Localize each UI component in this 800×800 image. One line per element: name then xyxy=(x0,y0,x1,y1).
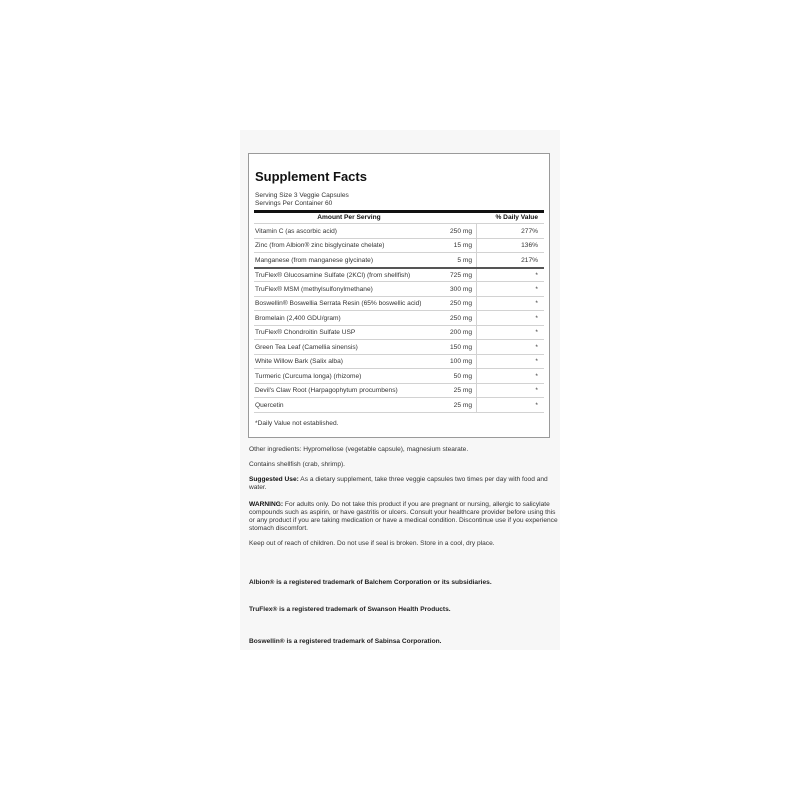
column-divider xyxy=(476,355,477,369)
column-divider xyxy=(476,282,477,296)
nutrient-name: Bromelain (2,400 GDU/gram) xyxy=(255,314,341,322)
nutrient-row xyxy=(254,325,544,340)
boswellin-trademark: Boswellin® is a registered trademark of Sabinsa Corporation. xyxy=(249,638,442,645)
nutrient-row xyxy=(254,267,544,282)
nutrient-row xyxy=(254,296,544,311)
storage-instructions: Keep out of reach of children. Do not use if seal is broken. Store in a cool, dry place. xyxy=(249,540,495,547)
nutrient-dv: * xyxy=(535,285,538,293)
warning xyxy=(249,501,559,533)
nutrient-row xyxy=(254,354,544,369)
nutrient-amount: 15 mg xyxy=(453,242,472,249)
column-divider xyxy=(476,326,477,340)
column-divider xyxy=(476,297,477,311)
nutrient-dv: * xyxy=(535,314,538,322)
supplement-facts-box xyxy=(248,153,550,438)
column-divider xyxy=(476,398,477,412)
nutrient-dv: * xyxy=(535,300,538,307)
serving-size: Serving Size 3 Veggie Capsules xyxy=(255,192,349,199)
nutrient-amount: 250 mg xyxy=(450,227,472,235)
nutrient-row xyxy=(254,281,544,296)
warning-label: WARNING: xyxy=(249,501,284,508)
suggested-use xyxy=(249,476,559,492)
nutrient-row xyxy=(254,383,544,398)
column-divider xyxy=(476,253,477,267)
nutrient-dv: * xyxy=(535,372,538,380)
nutrient-amount: 25 mg xyxy=(453,387,472,394)
column-divider xyxy=(476,340,477,354)
facts-header-row xyxy=(254,213,544,223)
nutrient-amount: 250 mg xyxy=(450,314,472,322)
nutrient-amount: 300 mg xyxy=(450,285,472,293)
nutrient-name: White Willow Bark (Salix alba) xyxy=(255,358,343,365)
table-bottom-rule xyxy=(254,412,544,413)
nutrient-amount: 150 mg xyxy=(450,343,472,351)
nutrient-name: TruFlex® Glucosamine Sulfate (2KCl) (from shellfish) xyxy=(255,272,411,279)
nutrient-name: Turmeric (Curcuma longa) (rhizome) xyxy=(255,372,362,380)
nutrient-amount: 100 mg xyxy=(450,358,472,365)
header-daily-value: % Daily Value xyxy=(495,214,538,221)
nutrient-row xyxy=(254,238,544,253)
column-divider xyxy=(476,224,477,238)
nutrient-name: Zinc (from Albion® zinc bisglycinate chelate) xyxy=(255,242,385,249)
nutrient-dv: 277% xyxy=(521,227,538,235)
nutrient-dv: * xyxy=(535,272,538,279)
nutrient-row xyxy=(254,397,544,412)
column-divider xyxy=(476,369,477,383)
truflex-trademark: TruFlex® is a registered trademark of Swanson Health Products. xyxy=(249,606,451,613)
other-ingredients: Other ingredients: Hypromellose (vegetable capsule), magnesium stearate. xyxy=(249,446,469,453)
servings-per-container: Servings Per Container 60 xyxy=(255,200,333,207)
nutrient-amount: 5 mg xyxy=(457,256,472,264)
nutrient-dv: 136% xyxy=(521,242,538,249)
nutrient-row xyxy=(254,310,544,325)
daily-value-footnote: *Daily Value not established. xyxy=(255,420,339,427)
nutrient-amount: 725 mg xyxy=(450,272,472,279)
nutrient-name: Quercetin xyxy=(255,401,284,409)
nutrient-dv: * xyxy=(535,358,538,365)
nutrient-row xyxy=(254,368,544,383)
nutrient-name: Devil's Claw Root (Harpagophytum procumbens) xyxy=(255,387,398,394)
nutrient-row xyxy=(254,252,544,267)
nutrient-amount: 200 mg xyxy=(450,329,472,336)
nutrient-dv: * xyxy=(535,343,538,351)
column-divider xyxy=(476,239,477,253)
nutrient-row xyxy=(254,339,544,354)
column-divider xyxy=(476,269,477,282)
column-divider xyxy=(476,384,477,398)
column-divider xyxy=(476,311,477,325)
nutrient-amount: 50 mg xyxy=(453,372,472,380)
header-amount: Amount Per Serving xyxy=(317,214,381,221)
suggested-use-text: As a dietary supplement, take three veggie capsules two times per day with food and water. xyxy=(249,476,548,491)
nutrient-dv: * xyxy=(535,387,538,394)
nutrient-name: Manganese (from manganese glycinate) xyxy=(255,256,374,264)
nutrient-dv: * xyxy=(535,401,538,409)
warning-text: For adults only. Do not take this product if you are pregnant or nursing, allergic to salicylate compounds such as aspirin, or have gastritis or ulcers. Consult your healthcare provider before using this or any product if you are taking medication or have a medical condition. Discontinue use if you experience stomach discomfort. xyxy=(249,501,558,532)
allergen-statement: Contains shellfish (crab, shrimp). xyxy=(249,461,346,468)
albion-trademark: Albion® is a registered trademark of Balchem Corporation or its subsidiaries. xyxy=(249,579,492,586)
nutrient-name: Boswellin® Boswellia Serrata Resin (65% boswellic acid) xyxy=(255,300,422,307)
nutrient-amount: 25 mg xyxy=(453,401,472,409)
nutrient-dv: * xyxy=(535,329,538,336)
suggested-use-label: Suggested Use: xyxy=(249,476,299,483)
nutrient-amount: 250 mg xyxy=(450,300,472,307)
nutrient-name: TruFlex® Chondroitin Sulfate USP xyxy=(255,329,356,336)
nutrient-name: Green Tea Leaf (Camellia sinensis) xyxy=(255,343,358,351)
facts-title: Supplement Facts xyxy=(255,169,367,184)
nutrient-dv: 217% xyxy=(521,256,538,264)
nutrient-row xyxy=(254,223,544,238)
nutrient-name: Vitamin C (as ascorbic acid) xyxy=(255,227,337,235)
nutrient-name: TruFlex® MSM (methylsulfonylmethane) xyxy=(255,285,373,293)
